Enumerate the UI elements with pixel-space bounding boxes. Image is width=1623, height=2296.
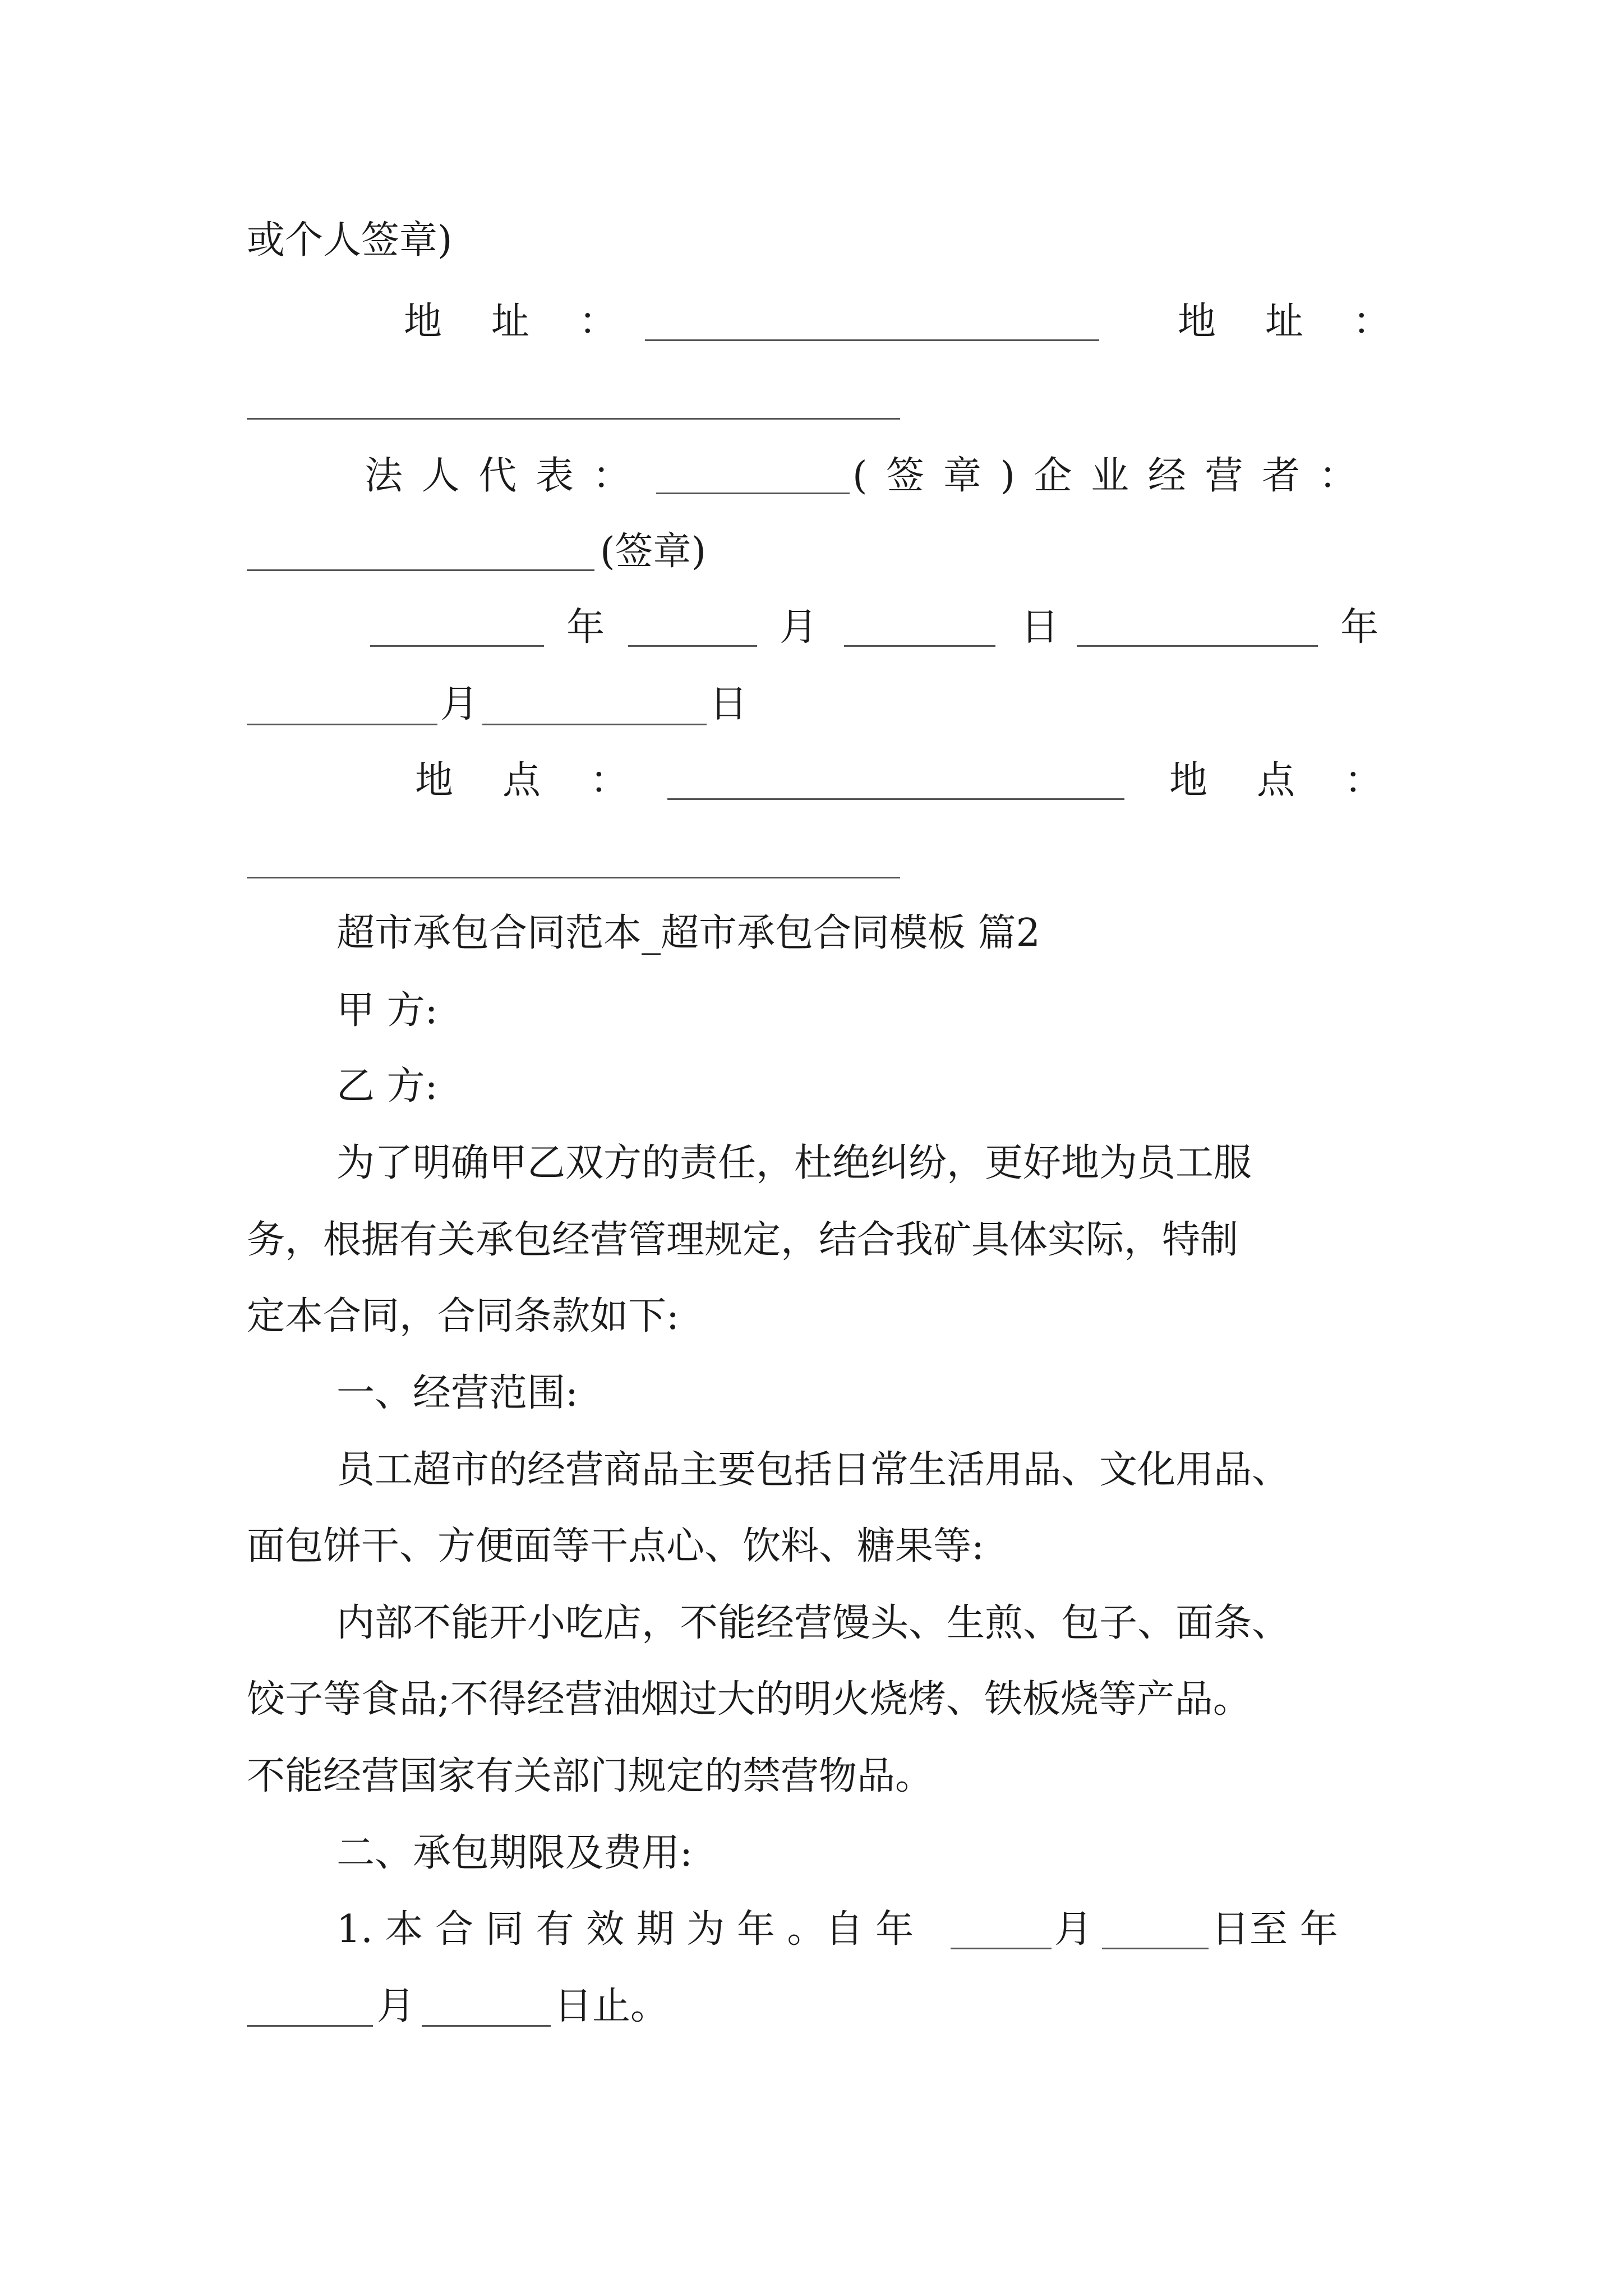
paragraph-line: 不能经营国家有关部门规定的禁营物品。	[247, 1754, 934, 1798]
month-blank-b[interactable]	[247, 724, 437, 725]
clause-heading: 二、承包期限及费用:	[336, 1831, 693, 1875]
term-line-text: 1. 本 合 同 有 效 期 为 年 。自 年	[336, 1907, 914, 1952]
location-label-a: 地 点 ：	[415, 758, 634, 803]
legal-rep-label: 法 人 代 表 ：	[365, 454, 634, 498]
paragraph-line: 内部不能开小吃店，不能经营馒头、生煎、包子、面条、	[336, 1601, 1290, 1645]
location-blank-a[interactable]	[667, 798, 1124, 800]
paragraph-line: 员工超市的经营商品主要包括日常生活用品、文化用品、	[336, 1448, 1290, 1492]
address-label-a: 地 址 ：	[404, 300, 623, 344]
address-blank-a[interactable]	[645, 339, 1099, 341]
term-month-blank-b[interactable]	[247, 2025, 373, 2027]
year-blank-a[interactable]	[370, 645, 544, 647]
day-label-a: 日	[1021, 605, 1059, 650]
term-day-blank-b[interactable]	[422, 2025, 551, 2027]
signature-note: 或个人签章)	[247, 218, 453, 263]
clause-heading: 一、经营范围:	[336, 1371, 578, 1415]
term-month-blank-a[interactable]	[951, 1948, 1052, 1949]
paragraph-line: 为了明确甲乙双方的责任，杜绝纠纷，更好地为员工服	[336, 1141, 1252, 1185]
year-label-a: 年	[566, 605, 605, 650]
section-title: 超市承包合同范本_超市承包合同模板 篇2	[336, 911, 1040, 955]
term-month-label-a: 月	[1054, 1907, 1093, 1952]
operator-blank[interactable]	[247, 569, 594, 571]
location-blank-b[interactable]	[247, 877, 900, 878]
year-blank-b[interactable]	[1077, 645, 1318, 647]
paragraph-line: 面包饼干、方便面等干点心、饮料、糖果等:	[247, 1524, 984, 1568]
month-label-a: 月	[780, 605, 818, 650]
seal-note: (签章)	[600, 530, 707, 574]
legal-rep-blank[interactable]	[656, 493, 850, 494]
paragraph-line: 饺子等食品;不得经营油烟过大的明火烧烤、铁板烧等产品。	[247, 1677, 1251, 1722]
party-b-label: 乙 方:	[336, 1064, 438, 1108]
address-label-b: 地 址 ：	[1178, 300, 1397, 344]
paragraph-line: 定本合同，合同条款如下:	[247, 1294, 679, 1338]
operator-label: ( 签 章 ) 企 业 经 营 者 ：	[852, 454, 1361, 498]
term-day-blank-a[interactable]	[1102, 1948, 1209, 1949]
month-blank-a[interactable]	[628, 645, 757, 647]
term-day-label-a: 日至 年	[1211, 1907, 1338, 1952]
year-label-b: 年	[1340, 605, 1379, 650]
day-label-b: 日	[709, 682, 748, 726]
day-blank-a[interactable]	[844, 645, 995, 647]
day-blank-b[interactable]	[482, 724, 707, 725]
term-month-label-b: 月	[377, 1984, 416, 2028]
term-end-label: 日止。	[554, 1984, 669, 2028]
address-blank-b[interactable]	[247, 418, 900, 420]
party-a-label: 甲 方:	[336, 988, 438, 1033]
paragraph-line: 务，根据有关承包经营管理规定，结合我矿具体实际，特制	[247, 1218, 1239, 1262]
location-label-b: 地 点 ：	[1169, 758, 1389, 803]
month-label-b: 月	[440, 682, 479, 726]
